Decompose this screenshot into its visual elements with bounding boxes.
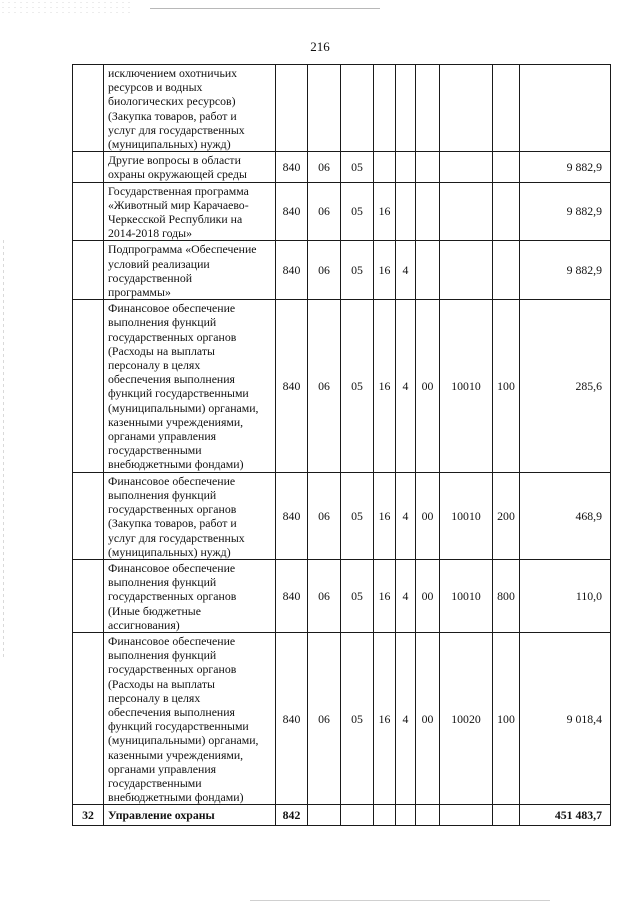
section-cell: 06 <box>308 182 341 241</box>
expense-type-cell <box>493 182 520 241</box>
program-cell: 16 <box>374 241 396 300</box>
ved-cell: 842 <box>276 805 308 826</box>
row-name-cell: Финансовое обеспечение выполнения функций государственных органов (Закупка товаров, работ и услуг для государственных (муниципальных) нужд) <box>104 472 276 559</box>
expense-type-cell: 100 <box>493 632 520 804</box>
expense-type-cell: 800 <box>493 559 520 632</box>
section-cell: 06 <box>308 472 341 559</box>
row-number-cell <box>73 632 104 804</box>
margin-mark <box>3 240 4 660</box>
amount-cell: 9 882,9 <box>520 152 611 182</box>
row-number-cell <box>73 152 104 182</box>
row-name-cell: Финансовое обеспечение выполнения функций государственных органов (Иные бюджетные ассигнования) <box>104 559 276 632</box>
subsection-cell <box>341 65 374 152</box>
subprogram-cell: 4 <box>396 632 416 804</box>
section-cell: 06 <box>308 241 341 300</box>
section-cell: 06 <box>308 152 341 182</box>
amount-cell: 285,6 <box>520 300 611 472</box>
direction-cell: 00 <box>416 632 440 804</box>
subsection-cell: 05 <box>341 152 374 182</box>
expense-code-cell <box>440 241 493 300</box>
table-row <box>73 152 611 182</box>
expense-type-cell <box>493 241 520 300</box>
subsection-cell: 05 <box>341 300 374 472</box>
subprogram-cell: 4 <box>396 241 416 300</box>
row-name-cell: Другие вопросы в области охраны окружающей среды <box>104 152 276 182</box>
subprogram-cell: 4 <box>396 300 416 472</box>
subsection-cell: 05 <box>341 632 374 804</box>
expense-code-cell <box>440 65 493 152</box>
ved-cell: 840 <box>276 182 308 241</box>
ved-cell: 840 <box>276 472 308 559</box>
direction-cell: 00 <box>416 559 440 632</box>
ved-cell: 840 <box>276 152 308 182</box>
ved-cell: 840 <box>276 300 308 472</box>
subprogram-cell <box>396 182 416 241</box>
amount-cell: 468,9 <box>520 472 611 559</box>
subprogram-cell: 4 <box>396 559 416 632</box>
scan-noise <box>0 0 130 14</box>
direction-cell <box>416 152 440 182</box>
section-cell: 06 <box>308 300 341 472</box>
amount-cell: 110,0 <box>520 559 611 632</box>
program-cell <box>374 805 396 826</box>
expense-code-cell: 10010 <box>440 559 493 632</box>
program-cell: 16 <box>374 182 396 241</box>
amount-cell: 9 018,4 <box>520 632 611 804</box>
table-row <box>73 182 611 241</box>
table-row <box>73 300 611 472</box>
row-number-cell <box>73 559 104 632</box>
row-name-cell: Подпрограмма «Обеспечение условий реализации государственной программы» <box>104 241 276 300</box>
subsection-cell: 05 <box>341 559 374 632</box>
program-cell: 16 <box>374 472 396 559</box>
subprogram-cell: 4 <box>396 472 416 559</box>
subsection-cell: 05 <box>341 182 374 241</box>
expense-type-cell <box>493 805 520 826</box>
section-cell <box>308 65 341 152</box>
ved-cell <box>276 65 308 152</box>
program-cell: 16 <box>374 300 396 472</box>
expense-type-cell: 100 <box>493 300 520 472</box>
expense-code-cell: 10020 <box>440 632 493 804</box>
amount-cell <box>520 65 611 152</box>
direction-cell <box>416 182 440 241</box>
program-cell <box>374 152 396 182</box>
direction-cell <box>416 65 440 152</box>
expense-type-cell: 200 <box>493 472 520 559</box>
expense-type-cell <box>493 152 520 182</box>
expense-code-cell: 10010 <box>440 300 493 472</box>
expense-code-cell <box>440 152 493 182</box>
ved-cell: 840 <box>276 559 308 632</box>
row-name-cell: Государственная программа «Животный мир Карачаево- Черкесской Республики на 2014-2018 годы» <box>104 182 276 241</box>
row-name-cell: Финансовое обеспечение выполнения функций государственных органов (Расходы на выплаты персоналу в целях обеспечения выполнения функций государственными (муниципальными) органами, казенными учреждениями, органами управления государственными внебюджетными фондами) <box>104 632 276 804</box>
section-cell: 06 <box>308 632 341 804</box>
row-name-cell: исключением охотничьих ресурсов и водных биологических ресурсов) (Закупка товаров, работ и услуг для государственных (муниципальных) нужд) <box>104 65 276 152</box>
row-number-cell <box>73 300 104 472</box>
page-number: 216 <box>310 39 330 54</box>
row-number-cell <box>73 241 104 300</box>
top-rule <box>150 8 380 9</box>
subsection-cell: 05 <box>341 472 374 559</box>
subprogram-cell <box>396 65 416 152</box>
row-name-cell: Управление охраны <box>104 805 276 826</box>
expense-type-cell <box>493 65 520 152</box>
expense-code-cell <box>440 805 493 826</box>
table-row <box>73 472 611 559</box>
table-row <box>73 241 611 300</box>
row-number-cell <box>73 472 104 559</box>
program-cell: 16 <box>374 632 396 804</box>
ved-cell: 840 <box>276 241 308 300</box>
row-name-cell: Финансовое обеспечение выполнения функций государственных органов (Расходы на выплаты персоналу в целях обеспечения выполнения функций государственными (муниципальными) органами, казенными учреждениями, органами управления государственными внебюджетными фондами) <box>104 300 276 472</box>
amount-cell: 9 882,9 <box>520 182 611 241</box>
ved-cell: 840 <box>276 632 308 804</box>
section-cell <box>308 805 341 826</box>
amount-cell: 9 882,9 <box>520 241 611 300</box>
amount-cell: 451 483,7 <box>520 805 611 826</box>
row-number-cell: 32 <box>73 805 104 826</box>
program-cell <box>374 65 396 152</box>
total-row <box>73 805 611 826</box>
subsection-cell <box>341 805 374 826</box>
table-row <box>73 559 611 632</box>
subsection-cell: 05 <box>341 241 374 300</box>
subprogram-cell <box>396 152 416 182</box>
direction-cell <box>416 241 440 300</box>
expense-code-cell: 10010 <box>440 472 493 559</box>
table-row <box>73 65 611 152</box>
direction-cell <box>416 805 440 826</box>
bottom-rule <box>250 900 550 901</box>
budget-table <box>72 64 611 826</box>
table-row <box>73 632 611 804</box>
expense-code-cell <box>440 182 493 241</box>
direction-cell: 00 <box>416 472 440 559</box>
subprogram-cell <box>396 805 416 826</box>
program-cell: 16 <box>374 559 396 632</box>
section-cell: 06 <box>308 559 341 632</box>
row-number-cell <box>73 65 104 152</box>
direction-cell: 00 <box>416 300 440 472</box>
row-number-cell <box>73 182 104 241</box>
